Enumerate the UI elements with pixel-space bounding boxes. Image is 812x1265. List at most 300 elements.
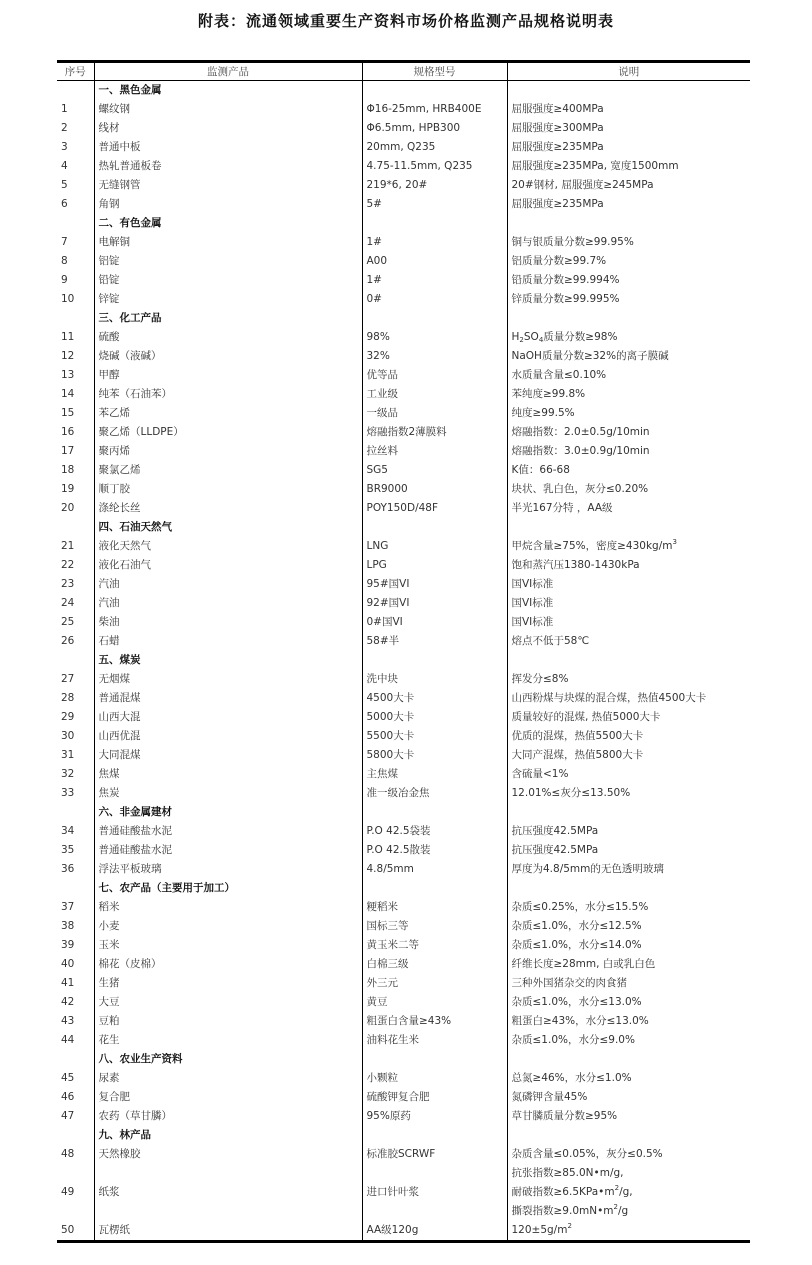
spec-description: 优质的混煤，热值5500大卡	[507, 727, 750, 746]
row-number: 40	[61, 958, 75, 970]
spec-model: 小颗粒	[362, 1069, 507, 1088]
table-row	[57, 347, 750, 366]
spec-model: AA级120g	[362, 1221, 507, 1242]
spec-description: 含硫量<1%	[507, 765, 750, 784]
section-row	[57, 1050, 750, 1069]
spec-description: 屈服强度≥300MPa	[507, 119, 750, 138]
spec-description: 抗压强度42.5MPa	[507, 822, 750, 841]
spec-model: 洗中块	[362, 670, 507, 689]
description-text: 耐破指数≥6.5KPa•m	[511, 1186, 615, 1198]
spec-description: 熔点不低于58℃	[507, 632, 750, 651]
row-number: 46	[61, 1091, 75, 1103]
section-no-cell	[57, 81, 94, 101]
row-number: 29	[61, 711, 75, 723]
row-number: 7	[61, 236, 68, 248]
row-number: 13	[61, 369, 75, 381]
description-text: /g	[617, 1205, 629, 1217]
superscript: 2	[567, 1222, 572, 1230]
product-name: 涤纶长丝	[94, 499, 362, 518]
spec-description: 铅质量分数≥99.994%	[507, 271, 750, 290]
section-title: 九、林产品	[94, 1126, 362, 1145]
product-name: 硫酸	[94, 328, 362, 347]
section-desc-cell	[507, 651, 750, 670]
spec-description: 国VI标准	[507, 575, 750, 594]
product-name: 角钢	[94, 195, 362, 214]
table-row	[57, 157, 750, 176]
spec-description: 块状、乳白色，灰分≤0.20%	[507, 480, 750, 499]
spec-model: 拉丝料	[362, 442, 507, 461]
product-name: 普通中板	[94, 138, 362, 157]
section-title: 五、煤炭	[94, 651, 362, 670]
spec-description: 水质量含量≤0.10%	[507, 366, 750, 385]
spec-model: 1#	[362, 271, 507, 290]
section-row	[57, 81, 750, 101]
spec-description: 三种外国猪杂交的肉食猪	[507, 974, 750, 993]
table-row	[57, 632, 750, 651]
spec-model: P.O 42.5散装	[362, 841, 507, 860]
row-number: 16	[61, 426, 75, 438]
spec-description: 总氮≥46%，水分≤1.0%	[507, 1069, 750, 1088]
table-row	[57, 917, 750, 936]
product-name: 无烟煤	[94, 670, 362, 689]
product-name: 浮法平板玻璃	[94, 860, 362, 879]
product-name: 普通混煤	[94, 689, 362, 708]
product-name: 生猪	[94, 974, 362, 993]
spec-description: 抗压强度42.5MPa	[507, 841, 750, 860]
table-row	[57, 936, 750, 955]
spec-model: P.O 42.5袋装	[362, 822, 507, 841]
row-number: 17	[61, 445, 75, 457]
spec-model: 粗蛋白含量≥43%	[362, 1012, 507, 1031]
table-row	[57, 955, 750, 974]
spec-description: 杂质≤1.0%，水分≤13.0%	[507, 993, 750, 1012]
product-name: 热轧普通板卷	[94, 157, 362, 176]
product-name: 复合肥	[94, 1088, 362, 1107]
table-row	[57, 366, 750, 385]
spec-model: 工业级	[362, 385, 507, 404]
spec-description	[507, 537, 750, 556]
spec-description	[507, 1164, 750, 1221]
row-number: 3	[61, 141, 68, 153]
section-model-cell	[362, 1126, 507, 1145]
spec-model: 20mm, Q235	[362, 138, 507, 157]
description-text: 甲烷含量≥75%，密度≥430kg/m	[511, 540, 673, 552]
table-row	[57, 233, 750, 252]
spec-description: 屈服强度≥235MPa, 宽度1500mm	[507, 157, 750, 176]
table-row	[57, 993, 750, 1012]
section-title: 一、黑色金属	[94, 81, 362, 101]
section-title: 六、非金属建材	[94, 803, 362, 822]
spec-description: 粗蛋白≥43%，水分≤13.0%	[507, 1012, 750, 1031]
spec-model: 0#	[362, 290, 507, 309]
row-number: 1	[61, 103, 68, 115]
section-no-cell	[57, 879, 94, 898]
table-row	[57, 1107, 750, 1126]
row-number: 30	[61, 730, 75, 742]
table-row	[57, 385, 750, 404]
table-row	[57, 499, 750, 518]
spec-model: 硫酸钾复合肥	[362, 1088, 507, 1107]
spec-description: 熔融指数：2.0±0.5g/10min	[507, 423, 750, 442]
description-line	[512, 1183, 751, 1202]
spec-model: 优等品	[362, 366, 507, 385]
section-row	[57, 803, 750, 822]
product-name: 稻米	[94, 898, 362, 917]
product-name: 聚丙烯	[94, 442, 362, 461]
spec-description: 氮磷钾含量45%	[507, 1088, 750, 1107]
table-row	[57, 100, 750, 119]
table-row	[57, 708, 750, 727]
row-number: 32	[61, 768, 75, 780]
section-row	[57, 879, 750, 898]
table-row	[57, 727, 750, 746]
product-name: 液化石油气	[94, 556, 362, 575]
section-desc-cell	[507, 803, 750, 822]
superscript: 2	[614, 1184, 620, 1192]
row-number: 6	[61, 198, 68, 210]
section-title: 二、有色金属	[94, 214, 362, 233]
product-name: 聚氯乙烯	[94, 461, 362, 480]
section-title: 四、石油天然气	[94, 518, 362, 537]
table-row	[57, 556, 750, 575]
table-row	[57, 290, 750, 309]
section-model-cell	[362, 651, 507, 670]
section-row	[57, 214, 750, 233]
spec-model: 主焦煤	[362, 765, 507, 784]
row-number: 4	[61, 160, 68, 172]
spec-model: 5500大卡	[362, 727, 507, 746]
table-row	[57, 765, 750, 784]
product-name: 顺丁胶	[94, 480, 362, 499]
spec-model: 5#	[362, 195, 507, 214]
spec-model: 219*6, 20#	[362, 176, 507, 195]
row-number: 28	[61, 692, 75, 704]
spec-description: 国VI标准	[507, 613, 750, 632]
row-number: 36	[61, 863, 75, 875]
section-row	[57, 1126, 750, 1145]
section-desc-cell	[507, 214, 750, 233]
product-name: 液化天然气	[94, 537, 362, 556]
spec-description: 铜与银质量分数≥99.95%	[507, 233, 750, 252]
table-row	[57, 176, 750, 195]
product-name: 天然橡胶	[94, 1145, 362, 1164]
product-name: 铅锭	[94, 271, 362, 290]
section-desc-cell	[507, 81, 750, 101]
row-number: 45	[61, 1072, 75, 1084]
page-title: 附表：流通领域重要生产资料市场价格监测产品规格说明表	[197, 12, 614, 30]
table-row	[57, 480, 750, 499]
section-no-cell	[57, 1050, 94, 1069]
row-number: 19	[61, 483, 75, 495]
table-header-row	[57, 62, 750, 81]
row-number: 49	[61, 1186, 75, 1198]
product-name: 花生	[94, 1031, 362, 1050]
row-number: 10	[61, 293, 75, 305]
product-name: 螺纹钢	[94, 100, 362, 119]
product-name: 尿素	[94, 1069, 362, 1088]
spec-model: SG5	[362, 461, 507, 480]
section-row	[57, 309, 750, 328]
header-model: 规格型号	[362, 62, 507, 81]
table-row	[57, 1164, 750, 1221]
section-desc-cell	[507, 518, 750, 537]
product-name: 农药（草甘膦）	[94, 1107, 362, 1126]
table-row	[57, 442, 750, 461]
product-name: 苯乙烯	[94, 404, 362, 423]
section-model-cell	[362, 803, 507, 822]
spec-description: 挥发分≤8%	[507, 670, 750, 689]
description-text: H	[511, 331, 520, 343]
section-model-cell	[362, 518, 507, 537]
table-row	[57, 423, 750, 442]
section-desc-cell	[507, 1126, 750, 1145]
table-row	[57, 119, 750, 138]
product-name: 小麦	[94, 917, 362, 936]
product-name: 大豆	[94, 993, 362, 1012]
spec-description: 厚度为4.8/5mm的无色透明玻璃	[507, 860, 750, 879]
row-number: 44	[61, 1034, 75, 1046]
spec-model: 5000大卡	[362, 708, 507, 727]
header-desc: 说明	[507, 62, 750, 81]
section-no-cell	[57, 309, 94, 328]
row-number: 11	[61, 331, 75, 343]
section-no-cell	[57, 214, 94, 233]
spec-description: 草甘膦质量分数≥95%	[507, 1107, 750, 1126]
table-body	[57, 81, 750, 1242]
table-row	[57, 195, 750, 214]
table-row	[57, 594, 750, 613]
spec-model: 黄豆	[362, 993, 507, 1012]
spec-model: 国标三等	[362, 917, 507, 936]
spec-description: 国VI标准	[507, 594, 750, 613]
description-text: 120±5g/m	[511, 1224, 568, 1236]
description-line	[512, 1164, 751, 1183]
spec-model: 1#	[362, 233, 507, 252]
product-name: 大同混煤	[94, 746, 362, 765]
spec-description: 半光167分特 ，AA级	[507, 499, 750, 518]
spec-description: 山西粉煤与块煤的混合煤，热值4500大卡	[507, 689, 750, 708]
section-desc-cell	[507, 1050, 750, 1069]
product-name: 山西优混	[94, 727, 362, 746]
spec-description: 质量较好的混煤, 热值5000大卡	[507, 708, 750, 727]
section-desc-cell	[507, 879, 750, 898]
description-text: /g,	[619, 1186, 633, 1198]
spec-model: 95#国VI	[362, 575, 507, 594]
table-row	[57, 860, 750, 879]
product-name: 铝锭	[94, 252, 362, 271]
row-number: 33	[61, 787, 75, 799]
table-row	[57, 1088, 750, 1107]
section-title: 七、农产品（主要用于加工）	[94, 879, 362, 898]
superscript: 2	[613, 1203, 618, 1211]
spec-model: 外三元	[362, 974, 507, 993]
table-row	[57, 689, 750, 708]
spec-description: 杂质≤0.25%，水分≤15.5%	[507, 898, 750, 917]
row-number: 34	[61, 825, 75, 837]
table-row	[57, 613, 750, 632]
product-name: 瓦楞纸	[94, 1221, 362, 1242]
spec-description: 杂质≤1.0%，水分≤14.0%	[507, 936, 750, 955]
section-no-cell	[57, 803, 94, 822]
table-row	[57, 537, 750, 556]
spec-model: 油料花生米	[362, 1031, 507, 1050]
spec-model: 95%原药	[362, 1107, 507, 1126]
row-number: 22	[61, 559, 75, 571]
row-number: 9	[61, 274, 68, 286]
spec-description: 杂质含量≤0.05%，灰分≤0.5%	[507, 1145, 750, 1164]
spec-description: 屈服强度≥400MPa	[507, 100, 750, 119]
table-row	[57, 784, 750, 803]
table-row	[57, 841, 750, 860]
product-name: 普通硅酸盐水泥	[94, 841, 362, 860]
row-number: 5	[61, 179, 68, 191]
section-title: 八、农业生产资料	[94, 1050, 362, 1069]
product-name: 石蜡	[94, 632, 362, 651]
row-number: 8	[61, 255, 68, 267]
table-row	[57, 271, 750, 290]
row-number: 50	[61, 1224, 75, 1236]
spec-model: Φ16-25mm, HRB400E	[362, 100, 507, 119]
product-name: 玉米	[94, 936, 362, 955]
product-name: 纸浆	[94, 1164, 362, 1221]
spec-model: 4500大卡	[362, 689, 507, 708]
row-number: 15	[61, 407, 75, 419]
product-name: 无缝钢管	[94, 176, 362, 195]
section-model-cell	[362, 214, 507, 233]
product-name: 焦炭	[94, 784, 362, 803]
description-text: SO	[523, 331, 539, 343]
subscript: 2	[519, 336, 524, 344]
spec-model: LPG	[362, 556, 507, 575]
table-row	[57, 898, 750, 917]
table-row	[57, 575, 750, 594]
spec-description: 大同产混煤，热值5800大卡	[507, 746, 750, 765]
spec-model: 一级品	[362, 404, 507, 423]
spec-model: 进口针叶浆	[362, 1164, 507, 1221]
spec-description: 铝质量分数≥99.7%	[507, 252, 750, 271]
product-name: 山西大混	[94, 708, 362, 727]
spec-description: 熔融指数：3.0±0.9g/10min	[507, 442, 750, 461]
row-number: 47	[61, 1110, 75, 1122]
table-row	[57, 822, 750, 841]
spec-description: 苯纯度≥99.8%	[507, 385, 750, 404]
spec-model: 98%	[362, 328, 507, 347]
header-product: 监测产品	[94, 62, 362, 81]
row-number: 43	[61, 1015, 75, 1027]
product-name: 线材	[94, 119, 362, 138]
table-row	[57, 746, 750, 765]
row-number: 12	[61, 350, 75, 362]
section-model-cell	[362, 1050, 507, 1069]
product-name: 豆粕	[94, 1012, 362, 1031]
row-number: 2	[61, 122, 68, 134]
row-number: 37	[61, 901, 75, 913]
table-row	[57, 461, 750, 480]
table-row	[57, 138, 750, 157]
row-number: 18	[61, 464, 75, 476]
spec-model: 32%	[362, 347, 507, 366]
product-name: 汽油	[94, 575, 362, 594]
spec-model: 0#国VI	[362, 613, 507, 632]
row-number: 24	[61, 597, 75, 609]
table-row	[57, 404, 750, 423]
section-title: 三、化工产品	[94, 309, 362, 328]
row-number: 31	[61, 749, 75, 761]
section-no-cell	[57, 1126, 94, 1145]
section-row	[57, 651, 750, 670]
row-number: 48	[61, 1148, 75, 1160]
row-number: 27	[61, 673, 75, 685]
table-row	[57, 252, 750, 271]
product-name: 棉花（皮棉）	[94, 955, 362, 974]
row-number: 21	[61, 540, 75, 552]
section-desc-cell	[507, 309, 750, 328]
spec-description: 20#钢材, 屈服强度≥245MPa	[507, 176, 750, 195]
description-text: 抗张指数≥85.0N•m/g,	[511, 1167, 624, 1179]
product-name: 普通硅酸盐水泥	[94, 822, 362, 841]
spec-description: 杂质≤1.0%，水分≤12.5%	[507, 917, 750, 936]
row-number: 38	[61, 920, 75, 932]
row-number: 39	[61, 939, 75, 951]
product-name: 焦煤	[94, 765, 362, 784]
spec-model: 92#国VI	[362, 594, 507, 613]
spec-model: Φ6.5mm, HPB300	[362, 119, 507, 138]
spec-model: 4.8/5mm	[362, 860, 507, 879]
description-text: 撕裂指数≥9.0mN•m	[511, 1205, 614, 1217]
section-model-cell	[362, 309, 507, 328]
product-name: 烧碱（液碱）	[94, 347, 362, 366]
product-name: 汽油	[94, 594, 362, 613]
product-name: 电解铜	[94, 233, 362, 252]
spec-model: BR9000	[362, 480, 507, 499]
spec-description: 12.01%≤灰分≤13.50%	[507, 784, 750, 803]
row-number: 20	[61, 502, 75, 514]
row-number: 25	[61, 616, 75, 628]
table-row	[57, 1145, 750, 1164]
spec-description: 杂质≤1.0%，水分≤9.0%	[507, 1031, 750, 1050]
spec-model: 准一级冶金焦	[362, 784, 507, 803]
description-text: 质量分数≥98%	[543, 331, 618, 343]
table-row	[57, 670, 750, 689]
spec-model: LNG	[362, 537, 507, 556]
row-number: 26	[61, 635, 75, 647]
spec-table	[57, 60, 750, 1243]
spec-model: 熔融指数2薄膜料	[362, 423, 507, 442]
spec-model: 白棉三级	[362, 955, 507, 974]
product-name: 锌锭	[94, 290, 362, 309]
spec-description: K值：66-68	[507, 461, 750, 480]
row-number: 41	[61, 977, 75, 989]
section-row	[57, 518, 750, 537]
product-name: 纯苯（石油苯）	[94, 385, 362, 404]
table-row	[57, 974, 750, 993]
spec-model: 标准胶SCRWF	[362, 1145, 507, 1164]
spec-description	[507, 1221, 750, 1242]
spec-description: 锌质量分数≥99.995%	[507, 290, 750, 309]
spec-description: 屈服强度≥235MPa	[507, 138, 750, 157]
row-number: 23	[61, 578, 75, 590]
header-no: 序号	[64, 66, 86, 78]
table-row	[57, 1069, 750, 1088]
table-row	[57, 328, 750, 347]
subscript: 4	[538, 336, 544, 344]
spec-model: 黄玉米二等	[362, 936, 507, 955]
row-number: 35	[61, 844, 75, 856]
product-name: 聚乙烯（LLDPE）	[94, 423, 362, 442]
spec-model: POY150D/48F	[362, 499, 507, 518]
table-row	[57, 1031, 750, 1050]
row-number: 14	[61, 388, 75, 400]
